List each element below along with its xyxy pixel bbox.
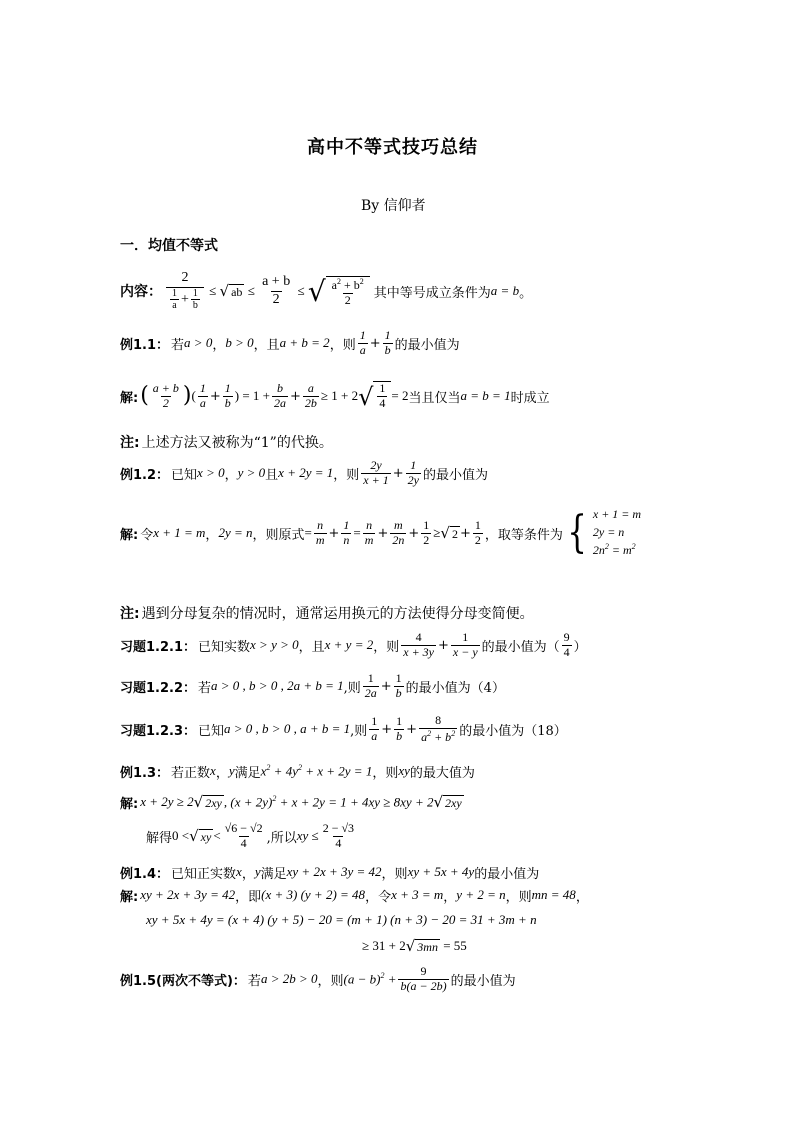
harmonic-mean: 2 $\frac{1}{a}$ + $\frac{1}{b}$ [166, 270, 204, 311]
example-1-4: 例1.4： 已知正实数 x ， y 满足 xy + 2x + 3y = 42 ，则 xy + 5x + 4y 的最小值为 [120, 864, 540, 882]
text: ，取等条件为 [484, 527, 563, 543]
text: 时成立 [510, 390, 550, 406]
content-label: 内容： [120, 284, 162, 300]
text: ，则 [317, 973, 344, 989]
exercise-1-2-2: 习题1.2.2： 若 a > 0 , b > 0 , 2a + b = 1 ,则 $\frac{1}{2a}$ + $\frac{1}{b}$ 的最小值为（4） [120, 670, 505, 700]
text: 的最小值为 [450, 973, 516, 989]
example-1-3: 例1.3： 若正数 x ， y 满足 $x^2 + 4y^2 + x + 2y = 1$ ，则 xy 的最大值为 [120, 762, 475, 781]
text: 若 [198, 680, 212, 696]
text: 已知正实数 [171, 866, 237, 882]
text: 已知 [198, 723, 225, 739]
text: ，则 [373, 639, 400, 655]
example-label: 例1.5(两次不等式)： [120, 973, 246, 989]
text: 若 [171, 337, 185, 353]
text: ） [573, 639, 587, 655]
solution-label: 解: [120, 390, 139, 406]
text: ,则 [350, 723, 368, 739]
text: 满足 [260, 866, 287, 882]
text: ，则 [505, 889, 532, 905]
text: 的最大值为 [409, 765, 475, 781]
text: ，则原式 [252, 527, 305, 543]
solution-1-4-line3: ≥ 31 + 2 √ 3mn = 55 [362, 937, 467, 955]
content-formula-line: 内容： 2 $\frac{1}{a}$ + $\frac{1}{b}$ ≤ √ ab ≤ $\frac{a + b}{2}$ ≤ √ $\frac{a^2 + b^2}{2}$ 其中等号成立条件为 a = b 。 [120, 270, 533, 312]
solution-1-2: 解: 令 x + 1 = m ， 2y = n ，则原式 = $\frac{n}{m}$ + $\frac{1}{n}$ = $\frac{n}{m}$ + $\frac{m}{2n}$ + $\frac{1}{2}$ ≥ √ 2 + $\frac{1}{2}$ ，取等条件为 { x + 1 = m 2y = n $2n^2 = m^2$ [120, 506, 642, 558]
text: 当且仅当 [408, 390, 461, 406]
text: 的最小值为 [394, 337, 460, 353]
text: ，即 [235, 889, 262, 905]
solution-label: 解: [120, 796, 139, 812]
example-label: 例1.2： [120, 467, 170, 483]
text: 若 [247, 973, 261, 989]
example-1-1: 例1.1： 若 a > 0 ， b > 0 ，且 a + b = 2 ，则 $\frac{1}{a}$ + $\frac{1}{b}$ 的最小值为 [120, 327, 460, 357]
content-tail: 其中等号成立条件为 [373, 285, 491, 301]
text: ，则 [372, 765, 399, 781]
text: 的最小值为（ [481, 639, 560, 655]
note-text: 遇到分母复杂的情况时，通常运用换元的方法使得分母变简便。 [141, 606, 534, 622]
solution-1-3: 解: x + 2y ≥ 2 √ 2xy , $(x + 2y)^2 + x + 2y = 1 + 4xy \ge 8xy + 2$ √ 2xy [120, 793, 462, 812]
equality-conditions: { x + 1 = m 2y = n $2n^2 = m^2$ [567, 506, 642, 558]
author-line: By 信仰者 [361, 198, 426, 214]
text: ，且 [298, 639, 325, 655]
note-label: 注: [120, 435, 140, 451]
exercise-1-2-3: 习题1.2.3： 已知 a > 0 , b > 0 , a + b = 1 ,则 $\frac{1}{a}$ + $\frac{1}{b}$ + $\frac{8}{a^2 + b^2}$ 的最小值为（18） [120, 712, 567, 744]
solution-label: 解: [120, 527, 139, 543]
text: ,则 [343, 680, 361, 696]
text: 已知 [171, 467, 198, 483]
example-label: 例1.3： [120, 765, 170, 781]
content-end: 。 [519, 285, 533, 301]
text: 的最小值为（4） [405, 680, 505, 696]
text: ，则 [329, 337, 356, 353]
solution-1-1: 解: ( $\frac{a + b}{2}$ ) ( $\frac{1}{a}$ + $\frac{1}{b}$ ) = 1 + $\frac{b}{2a}$ + $\frac{a}{2b}$ ≥ 1 + 2 √ $\frac{1}{4}$ = 2 当且仅当 a = b = 1 时成立 [120, 380, 550, 411]
text: 令 [140, 527, 154, 543]
exercise-label: 习题1.2.1： [120, 639, 197, 655]
text: 满足 [234, 765, 261, 781]
note-1 [120, 431, 333, 453]
note-label: 注: [120, 606, 140, 622]
example-1-2: 例1.2： 已知 x > 0 ， y > 0 且 x + 2y = 1 ，则 $\frac{2y}{x + 1}$ + $\frac{1}{2y}$ 的最小值为 [120, 457, 488, 487]
example-label: 例1.1： [120, 337, 170, 353]
text: 的最小值为 [422, 467, 488, 483]
text: 的最小值为 [474, 866, 540, 882]
text: ，则 [381, 866, 408, 882]
example-label: 例1.4： [120, 866, 170, 882]
section-heading: 一．均值不等式 [120, 238, 218, 254]
note-2 [120, 602, 534, 624]
text: 且 [265, 467, 279, 483]
exercise-label: 习题1.2.2： [120, 680, 197, 696]
text: 已知实数 [198, 639, 251, 655]
note-text: 上述方法又被称为“1”的代换。 [141, 435, 333, 451]
text: 若正数 [171, 765, 211, 781]
text: ，则 [333, 467, 360, 483]
exercise-label: 习题1.2.3： [120, 723, 197, 739]
exercise-1-2-1: 习题1.2.1： 已知实数 x > y > 0 ，且 x + y = 2 ，则 $\frac{4}{x + 3y}$ + $\frac{1}{x - y}$ 的最小值为（ $\frac{9}{4}$ ） [120, 629, 587, 659]
page-title: 高中不等式技巧总结 [307, 137, 478, 158]
example-1-5: 例1.5(两次不等式)： 若 a > 2b > 0 ，则 $(a - b)^2$ + $\frac{9}{b(a - 2b)}$ 的最小值为 [120, 963, 516, 993]
solution-1-4: 解: xy + 2x + 3y = 42 ，即 (x + 3) (y + 2) = 48 ，令 x + 3 = m ， y + 2 = n ，则 mn = 48 ， [120, 887, 589, 905]
solution-label: 解: [120, 889, 139, 905]
text: 的最小值为（18） [459, 723, 567, 739]
text: 解得 [146, 830, 173, 846]
text: ,所以 [266, 830, 297, 846]
solution-1-4-line2: xy + 5x + 4y = (x + 4) (y + 5) − 20 = (m + 1) (n + 3) − 20 = 31 + 3m + n [146, 912, 537, 927]
text: ，令 [365, 889, 392, 905]
solution-1-3-result: 解得 0 < √ xy < $\frac{√6 - √2}{4}$ ,所以 xy ≤ $\frac{2 - √3}{4}$ [146, 820, 355, 850]
